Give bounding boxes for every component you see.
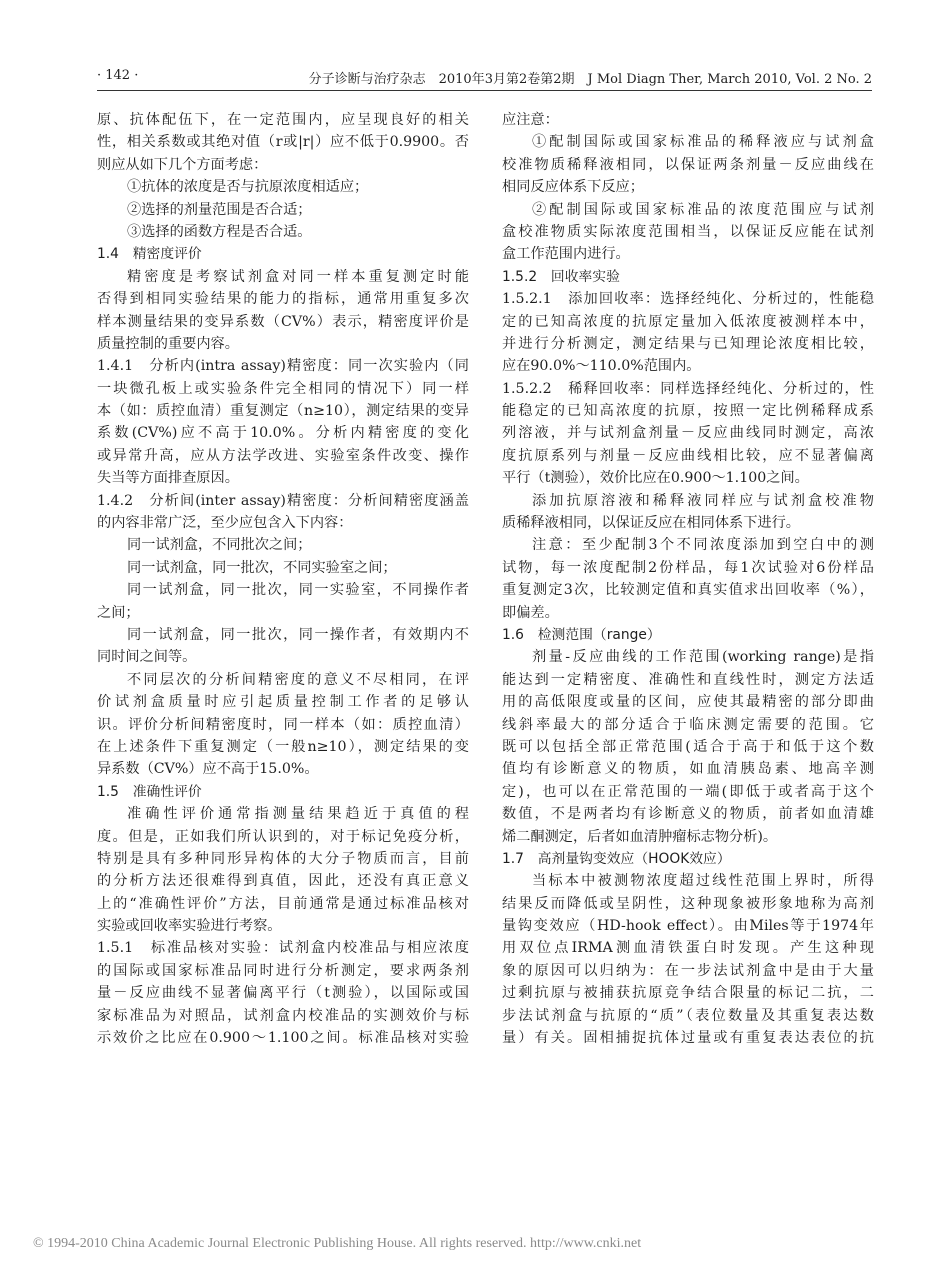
text-line: 既可以包括全部正常范围(适合于高于和低于这个数	[502, 738, 874, 755]
text-line: 过剩抗原与被捕获抗原竞争结合限量的标记二抗，二	[502, 985, 874, 1002]
text-line: ②选择的剂量范围是否合适；	[127, 201, 312, 218]
section-heading: 1.5.2 回收率实验	[502, 268, 620, 285]
text-line: 注意：至少配制3个不同浓度添加到空白中的测	[532, 537, 874, 554]
text-line: 1.5.2.1 添加回收率：选择经纯化、分析过的，性能稳	[502, 291, 874, 308]
text-line: 失当等方面排查原因。	[97, 470, 239, 487]
section-heading: 1.5 准确性评价	[97, 783, 202, 800]
text-line: 价试剂盒质量时应引起质量控制工作者的足够认	[97, 694, 469, 711]
text-line: 当标本中被测物浓度超过线性范围上界时，所得	[532, 873, 874, 890]
text-line: 量钩变效应（HD-hook effect）。由Miles等于1974年	[502, 918, 874, 935]
text-line: 否得到相同实验结果的能力的指标，通常用重复多次	[97, 291, 469, 308]
text-line: 度抗原系列与剂量－反应曲线相比较，应不显著偏离	[502, 447, 874, 464]
text-line: 之间；	[97, 604, 140, 621]
text-line: 在上述条件下重复测定（一般n≥10），测定结果的变	[97, 738, 469, 755]
text-line: 用的高低限度或量的区间，应使其最精密的部分即曲	[502, 694, 874, 711]
text-line: 校准物质稀释液相同，以保证两条剂量－反应曲线在	[502, 156, 874, 173]
section-heading: 1.6 检测范围（range）	[502, 626, 661, 643]
text-line: 的国际或国家标准品同时进行分析测定，要求两条剂	[97, 962, 469, 979]
text-line: 平行（t测验），效价比应在0.900～1.100之间。	[502, 470, 809, 487]
text-line: 上的“准确性评价”方法，目前通常是通过标准品核对	[97, 895, 469, 912]
text-line: 同一试剂盒，同一批次，同一操作者，有效期内不	[127, 626, 469, 643]
text-line: 原、抗体配伍下，在一定范围内，应呈现良好的相关	[97, 112, 469, 128]
text-line: 系数(CV%)应不高于10.0%。分析内精密度的变化	[97, 425, 469, 442]
text-line: 步法试剂盒与抗原的“质”（表位数量及其重复表达数	[502, 1007, 874, 1024]
text-line: 精密度是考察试剂盒对同一样本重复测定时能	[127, 268, 469, 285]
text-line: 同时间之间等。	[97, 649, 197, 666]
text-line: 用双位点IRMA测血清铁蛋白时发现。产生这种现	[502, 940, 874, 957]
text-line: 值均有诊断意义的物质，如血清胰岛素、地高辛测	[502, 761, 874, 778]
text-line: 即偏差。	[502, 604, 559, 621]
text-line: 盒校准物质实际浓度范围相当，以保证反应能在试剂	[502, 223, 874, 240]
text-line: 1.4.1 分析内(intra assay)精密度：同一次实验内（同	[97, 358, 469, 375]
text-line: 应注意：	[502, 112, 559, 128]
text-line: 一块微孔板上或实验条件完全相同的情况下）同一样	[97, 380, 469, 397]
text-line: 烯二酮测定，后者如血清肿瘤标志物分析)。	[502, 828, 778, 845]
text-line: 本（如：质控血清）重复测定（n≥10），测定结果的变异	[97, 403, 469, 420]
text-line: 量）有关。固相捕捉抗体过量或有重复表达表位的抗	[502, 1030, 874, 1047]
text-line: 同一试剂盒，同一批次，同一实验室，不同操作者	[127, 582, 469, 599]
text-line: 的分析方法还很难得到真值，因此，还没有真正意义	[97, 873, 469, 890]
text-line: 则应从如下几个方面考虑：	[97, 156, 268, 173]
text-line: 并进行分析测定，测定结果与已知理论浓度相比较，	[502, 335, 874, 352]
text-line: 或异常升高，应从方法学改进、实验室条件改变、操作	[97, 447, 469, 464]
text-line: 同一试剂盒，同一批次，不同实验室之间；	[127, 559, 397, 576]
text-line: 能达到一定精密度、准确性和直线性时，测定方法适	[502, 671, 874, 688]
left-column	[97, 109, 469, 1049]
text-line: 不同层次的分析间精密度的意义不尽相同，在评	[127, 671, 469, 688]
text-line: 准确性评价通常指测量结果趋近于真值的程	[127, 806, 469, 823]
text-line: 示效价之比应在0.900～1.100之间。标准品核对实验	[97, 1030, 469, 1047]
text-line: 线斜率最大的部分适合于临床测定需要的范围。它	[502, 716, 874, 733]
text-line: 剂量-反应曲线的工作范围(working range)是指	[532, 649, 874, 666]
text-line: 质量控制的重要内容。	[97, 335, 239, 352]
text-line: 列溶液，并与试剂盒剂量－反应曲线同时测定，高浓	[502, 425, 874, 442]
text-line: 结果反而降低或呈阴性，这种现象被形象地称为高剂	[502, 895, 874, 912]
right-column	[502, 109, 874, 1049]
text-line: 性，相关系数或其绝对值（r或|r|）应不低于0.9900。否	[97, 134, 469, 151]
text-line: 样本测量结果的变异系数（CV%）表示，精密度评价是	[97, 313, 469, 330]
running-header	[97, 64, 872, 91]
copyright-footer: © 1994-2010 China Academic Journal Electronic Publishing House. All rights reserved. http://www.cnki.net	[33, 1236, 642, 1251]
text-line: 添加抗原溶液和稀释液同样应与试剂盒校准物	[532, 492, 874, 509]
text-line: 应在90.0%～110.0%范围内。	[502, 358, 701, 375]
journal-citation: 分子诊断与治疗杂志 2010年3月第2卷第2期 J Mol Diagn Ther, March 2010, Vol. 2 No. 2	[308, 72, 872, 87]
text-line: 1.5.2.2 稀释回收率：同样选择经纯化、分析过的，性	[502, 380, 874, 397]
text-line: 定)，也可以在正常范围的一端(即低于或者高于这个	[502, 783, 874, 800]
text-line: ①配制国际或国家标准品的稀释液应与试剂盒	[532, 134, 874, 151]
page-number: · 142 ·	[97, 68, 139, 83]
text-line: 象的原因可以归纳为：在一步法试剂盒中是由于大量	[502, 962, 874, 979]
text-line: 1.4.2 分析间(inter assay)精密度：分析间精密度涵盖	[97, 492, 469, 509]
text-line: 1.5.1 标准品核对实验：试剂盒内校准品与相应浓度	[97, 940, 469, 957]
section-heading: 1.7 高剂量钩变效应（HOOK效应）	[502, 850, 731, 867]
text-line: 特别是具有多种同形异构体的大分子物质而言，目前	[97, 850, 469, 867]
text-line: 质稀释液相同，以保证反应在相同体系下进行。	[502, 515, 800, 532]
text-line: 相同反应体系下反应；	[502, 179, 644, 196]
section-heading: 1.4 精密度评价	[97, 246, 202, 263]
text-line: 试物，每一浓度配制2份样品，每1次试验对6份样品	[502, 559, 874, 576]
text-line: 量－反应曲线不显著偏离平行（t测验），以国际或国	[97, 985, 469, 1002]
text-line: 定的已知高浓度的抗原定量加入低浓度被测样本中，	[502, 313, 874, 330]
text-line: ②配制国际或国家标准品的浓度范围应与试剂	[532, 201, 874, 218]
text-line: 数值，不是两者均有诊断意义的物质，前者如血清雄	[502, 806, 874, 823]
text-line: ①抗体的浓度是否与抗原浓度相适应；	[127, 179, 369, 196]
text-line: 重复测定3次，比较测定值和真实值求出回收率（%），	[502, 582, 874, 599]
text-line: 盒工作范围内进行。	[502, 246, 630, 263]
text-line: 同一试剂盒，不同批次之间；	[127, 537, 312, 554]
text-line: 异系数（CV%）应不高于15.0%。	[97, 761, 319, 778]
text-line: 的内容非常广泛，至少应包含入下内容：	[97, 515, 353, 532]
text-line: ③选择的函数方程是否合适。	[127, 223, 312, 240]
text-line: 家标准品为对照品，试剂盒内校准品的实测效价与标	[97, 1007, 469, 1024]
text-line: 能稳定的已知高浓度的抗原，按照一定比例稀释成系	[502, 403, 874, 420]
text-line: 识。评价分析间精密度时，同一样本（如：质控血清）	[97, 716, 469, 733]
text-line: 实验或回收率实验进行考察。	[97, 918, 282, 935]
text-line: 度。但是，正如我们所认识到的，对于标记免疫分析，	[97, 828, 469, 845]
